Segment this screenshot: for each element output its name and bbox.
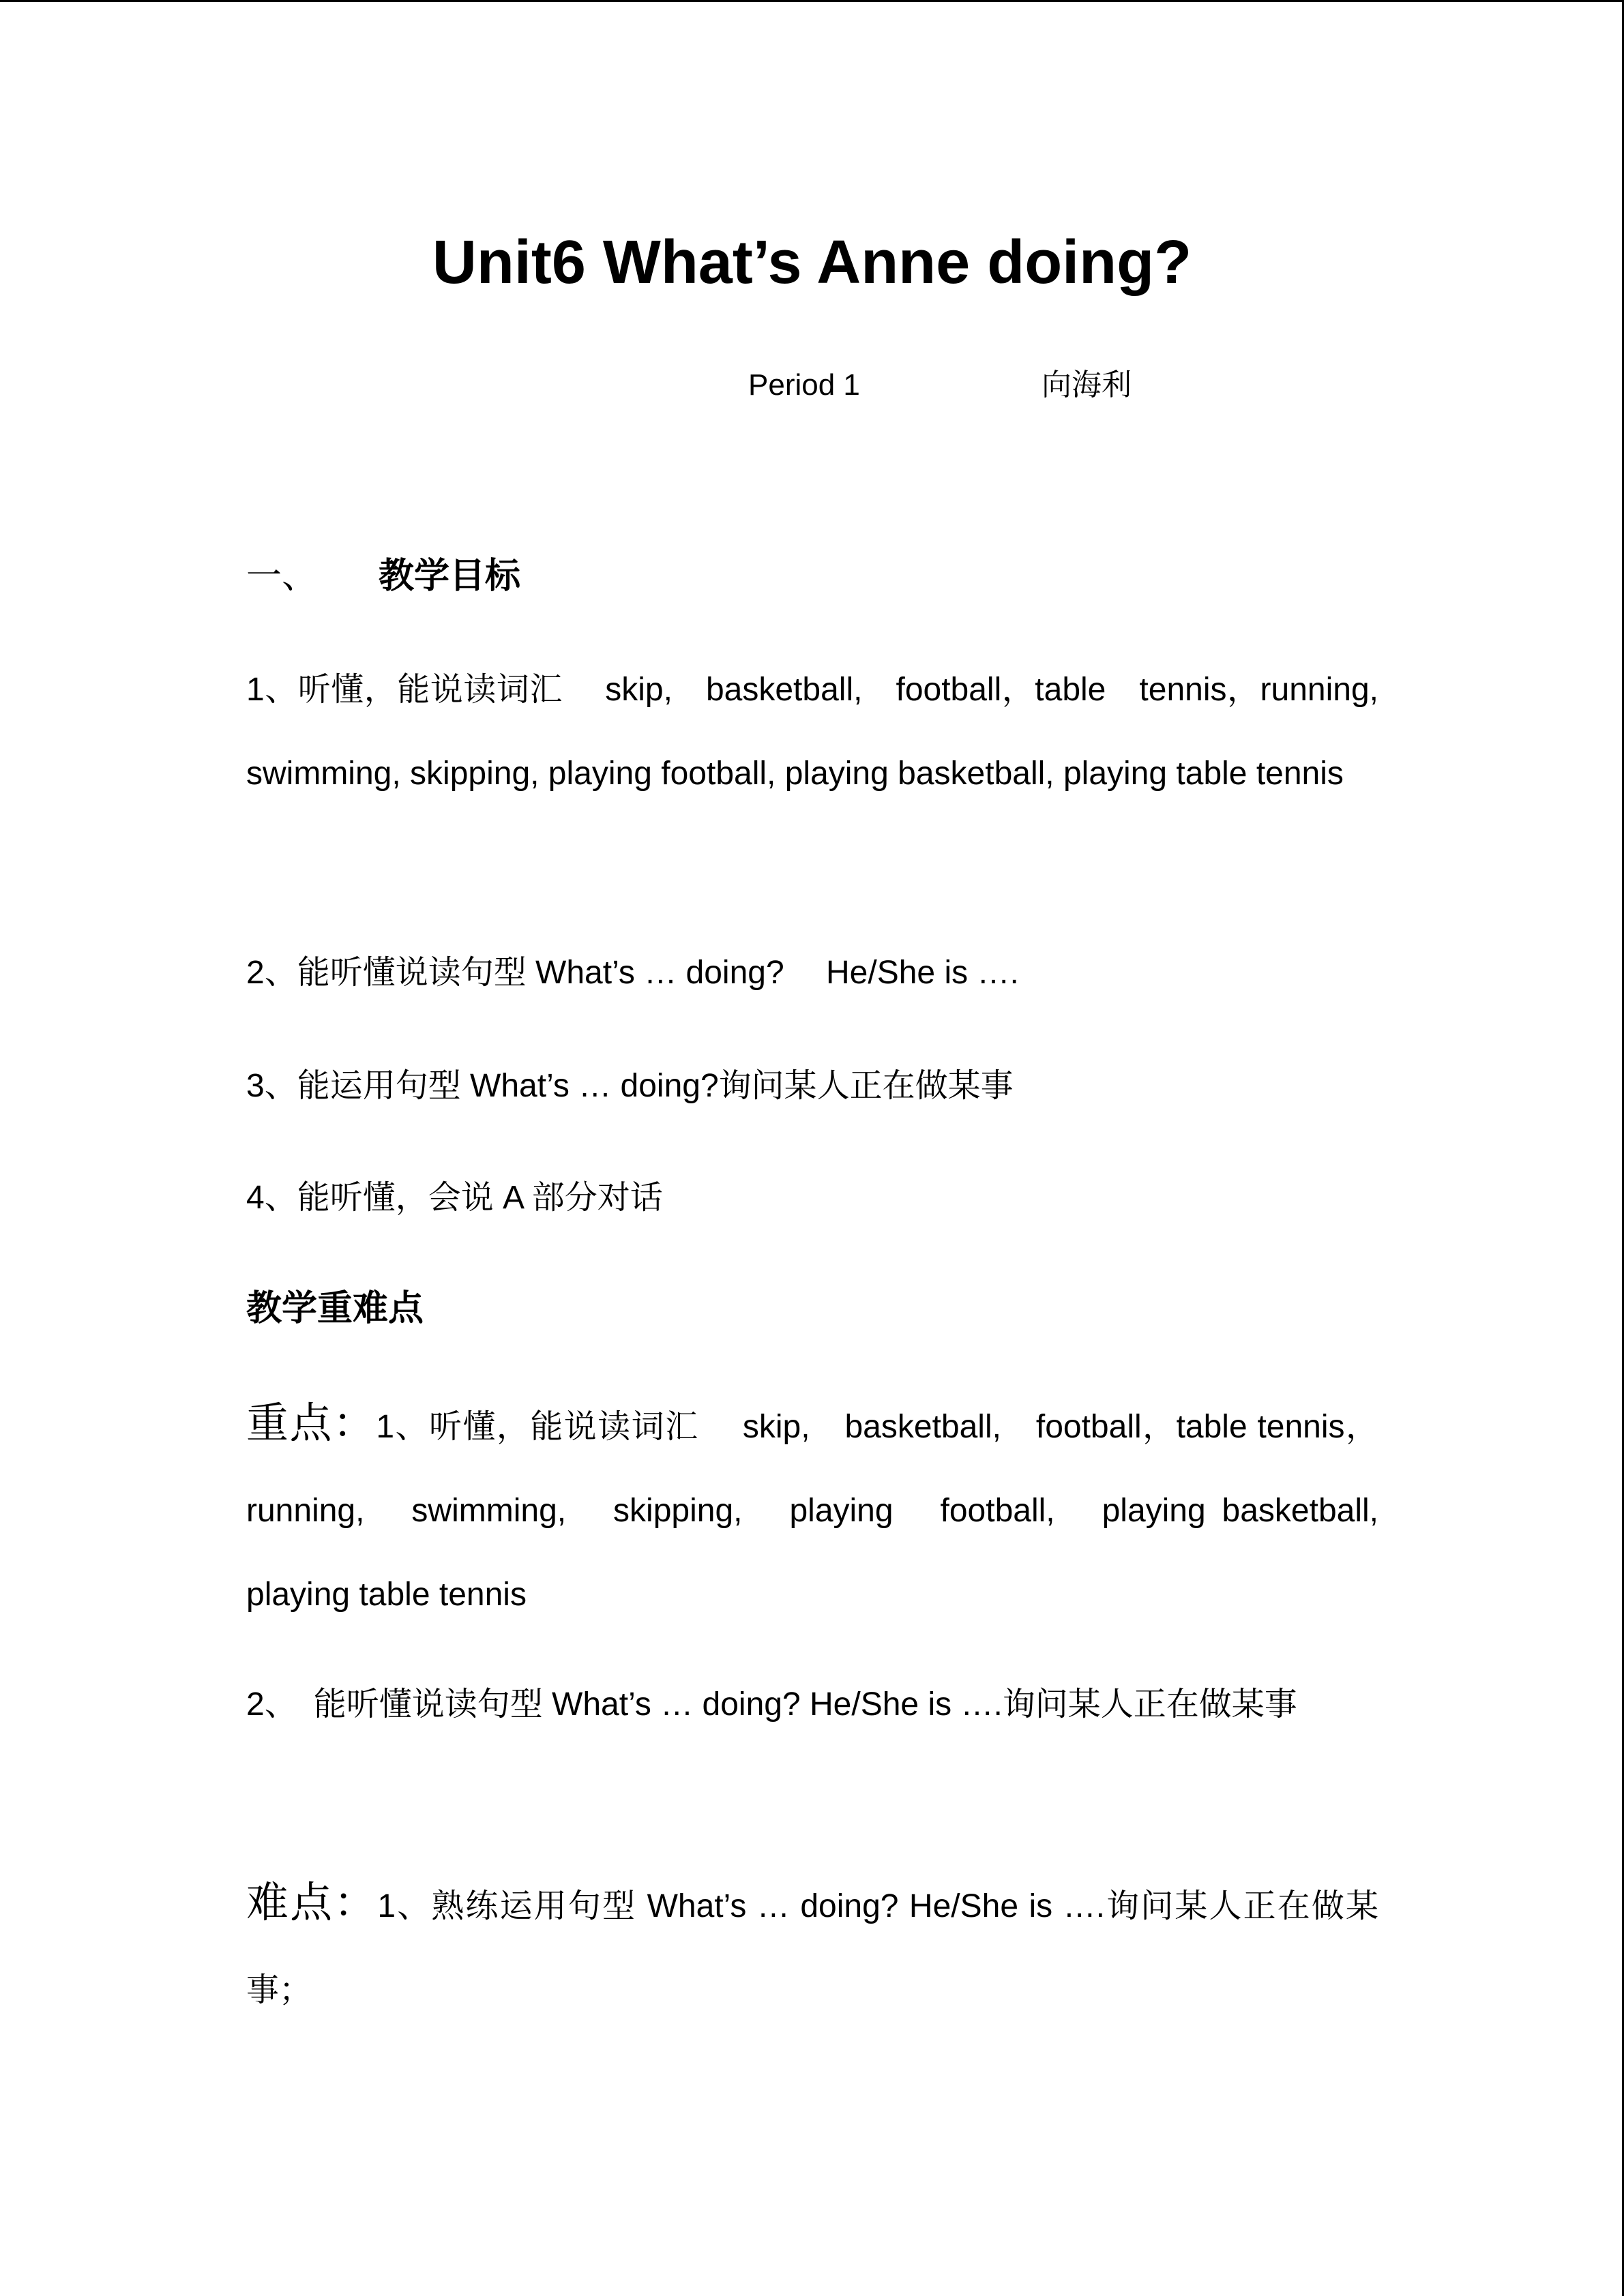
difficulty-text-1: 1、熟练运用句型 What’s … doing? He/She is ….询问某人正在做某事； [246, 1888, 1378, 2008]
difficulty-item-1 [246, 1861, 1378, 2032]
objective-item-4: 4、能听懂，会说 A 部分对话 [246, 1180, 663, 1216]
section-heading-objectives [246, 552, 520, 600]
section-title: 教学目标 [379, 556, 521, 596]
key-point-item-1 [246, 1382, 1378, 1637]
objective-item-2: 2、能听懂说读句型 What’s … doing? He/She is …. [246, 955, 1019, 991]
difficulty-label: 难点： [246, 1879, 378, 1926]
section-number: 一、 [246, 556, 318, 596]
key-point-item-2: 2、 能听懂说读句型 What’s … doing? He/She is ….询问某人正在做某事 [246, 1686, 1297, 1723]
page-border-top [0, 0, 1624, 2]
document-title: Unit6 What’s Anne doing? [432, 228, 1192, 297]
author-name: 向海利 [1042, 368, 1132, 402]
objective-item-3: 3、能运用句型 What’s … doing?询问某人正在做某事 [246, 1068, 1014, 1104]
period-label: Period 1 [748, 368, 860, 402]
key-point-label: 重点： [246, 1400, 377, 1447]
section-heading-key-points: 教学重难点 [246, 1289, 424, 1328]
key-point-text-1: 1、听懂，能说读词汇 skip, basketball, football，table tennis，running, swimming, skipping, playing football, playing basketball, playing table tennis [246, 1409, 1378, 1613]
objective-item-1: 1、听懂，能说读词汇 skip, basketball, football，table tennis，running, swimming, skipping, playing football, playing basketball, playing table tennis [246, 672, 1378, 792]
